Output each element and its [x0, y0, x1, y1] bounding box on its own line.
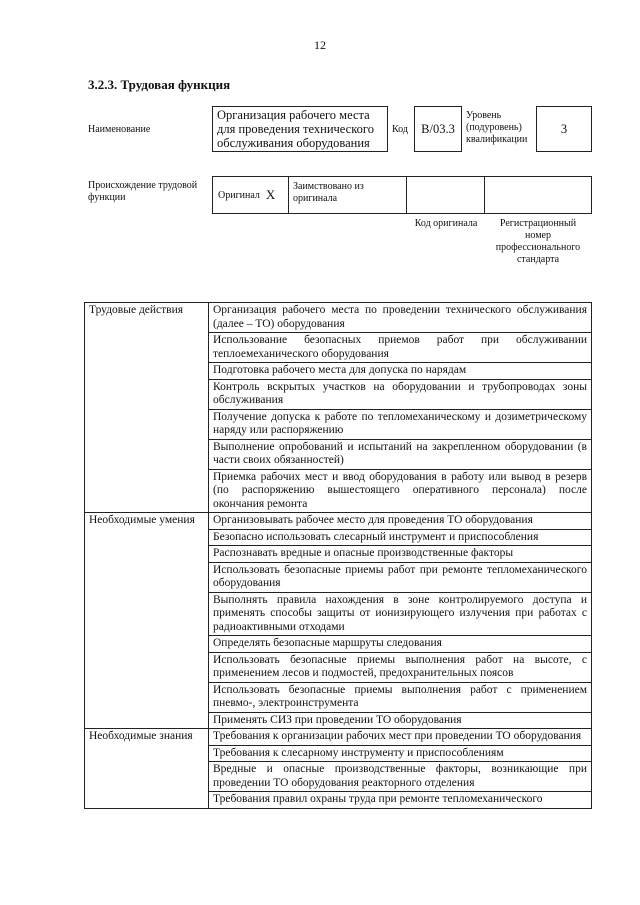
function-table [84, 302, 592, 809]
item-cell: Требования правил охраны труда при ремонте тепломеханического [209, 792, 592, 809]
origin-row [212, 176, 592, 214]
level-value: 3 [536, 106, 592, 152]
category-cell: Необходимые знания [85, 729, 209, 809]
item-cell: Получение допуска к работе по тепломеханическому и дозиметрическому наряду или распоряжению [209, 409, 592, 439]
item-cell: Вредные и опасные производственные факторы, возникающие при проведении ТО оборудования реакторного отделения [209, 762, 592, 792]
borrowed-cell: Заимствовано из оригинала [289, 177, 407, 213]
category-cell: Трудовые действия [85, 303, 209, 513]
item-cell: Выполнять правила нахождения в зоне контролируемого доступа и применять способы защиты от ионизирующего излучения при работах с радиоактивными отходами [209, 592, 592, 636]
item-cell: Подготовка рабочего места для допуска по нарядам [209, 363, 592, 380]
table-row [85, 729, 592, 746]
registration-number-cell [485, 177, 593, 213]
caption-original-code: Код оригинала [414, 218, 478, 229]
item-cell: Организация рабочего места по проведении технического обслуживания (далее – ТО) оборудования [209, 303, 592, 333]
original-mark: X [265, 187, 276, 202]
code-label: Код [392, 124, 408, 135]
item-cell: Выполнение опробований и испытаний на закрепленном оборудовании (в части своих обязанностей) [209, 439, 592, 469]
table-row [85, 303, 592, 333]
item-cell: Использование безопасных приемов работ при обслуживании теплоемеханического оборудования [209, 333, 592, 363]
code-value: В/03.3 [414, 106, 462, 152]
item-cell: Организовывать рабочее место для проведения ТО оборудования [209, 513, 592, 530]
page-number: 12 [314, 38, 326, 52]
item-cell: Контроль вскрытых участков на оборудовании и трубопроводах зоны обслуживания [209, 379, 592, 409]
original-code-cell [407, 177, 485, 213]
item-cell: Использовать безопасные приемы выполнения работ на высоте, с применением лесов и подмостей, предохранительных поясов [209, 652, 592, 682]
item-cell: Приемка рабочих мест и ввод оборудования в работу или вывод в резерв (по распоряжению вышестоящего оперативного персонала) после окончания ремонта [209, 469, 592, 513]
section-title: 3.2.3. Трудовая функция [88, 77, 231, 92]
category-cell: Необходимые умения [85, 513, 209, 729]
caption-registration-number: Регистрационный номер профессионального стандарта [495, 218, 581, 265]
function-name: Организация рабочего места для проведения технического обслуживания оборудования [212, 106, 388, 152]
level-label: Уровень (подуровень) квалификации [466, 110, 528, 145]
original-label: Оригинал [218, 189, 260, 201]
item-cell: Распознавать вредные и опасные производственные факторы [209, 546, 592, 563]
item-cell: Требования к слесарному инструменту и приспособлениям [209, 745, 592, 762]
item-cell: Использовать безопасные приемы выполнения работ с применением пневмо-, электроинструмента [209, 682, 592, 712]
table-row [85, 513, 592, 530]
original-cell [213, 177, 289, 213]
item-cell: Безопасно использовать слесарный инструмент и приспособления [209, 529, 592, 546]
item-cell: Определять безопасные маршруты следования [209, 636, 592, 653]
origin-label: Происхождение трудовой функции [88, 180, 198, 203]
item-cell: Применять СИЗ при проведении ТО оборудования [209, 712, 592, 729]
name-label: Наименование [88, 124, 151, 135]
item-cell: Требования к организации рабочих мест при проведении ТО оборудования [209, 729, 592, 746]
item-cell: Использовать безопасные приемы работ при ремонте тепломеханического оборудования [209, 562, 592, 592]
